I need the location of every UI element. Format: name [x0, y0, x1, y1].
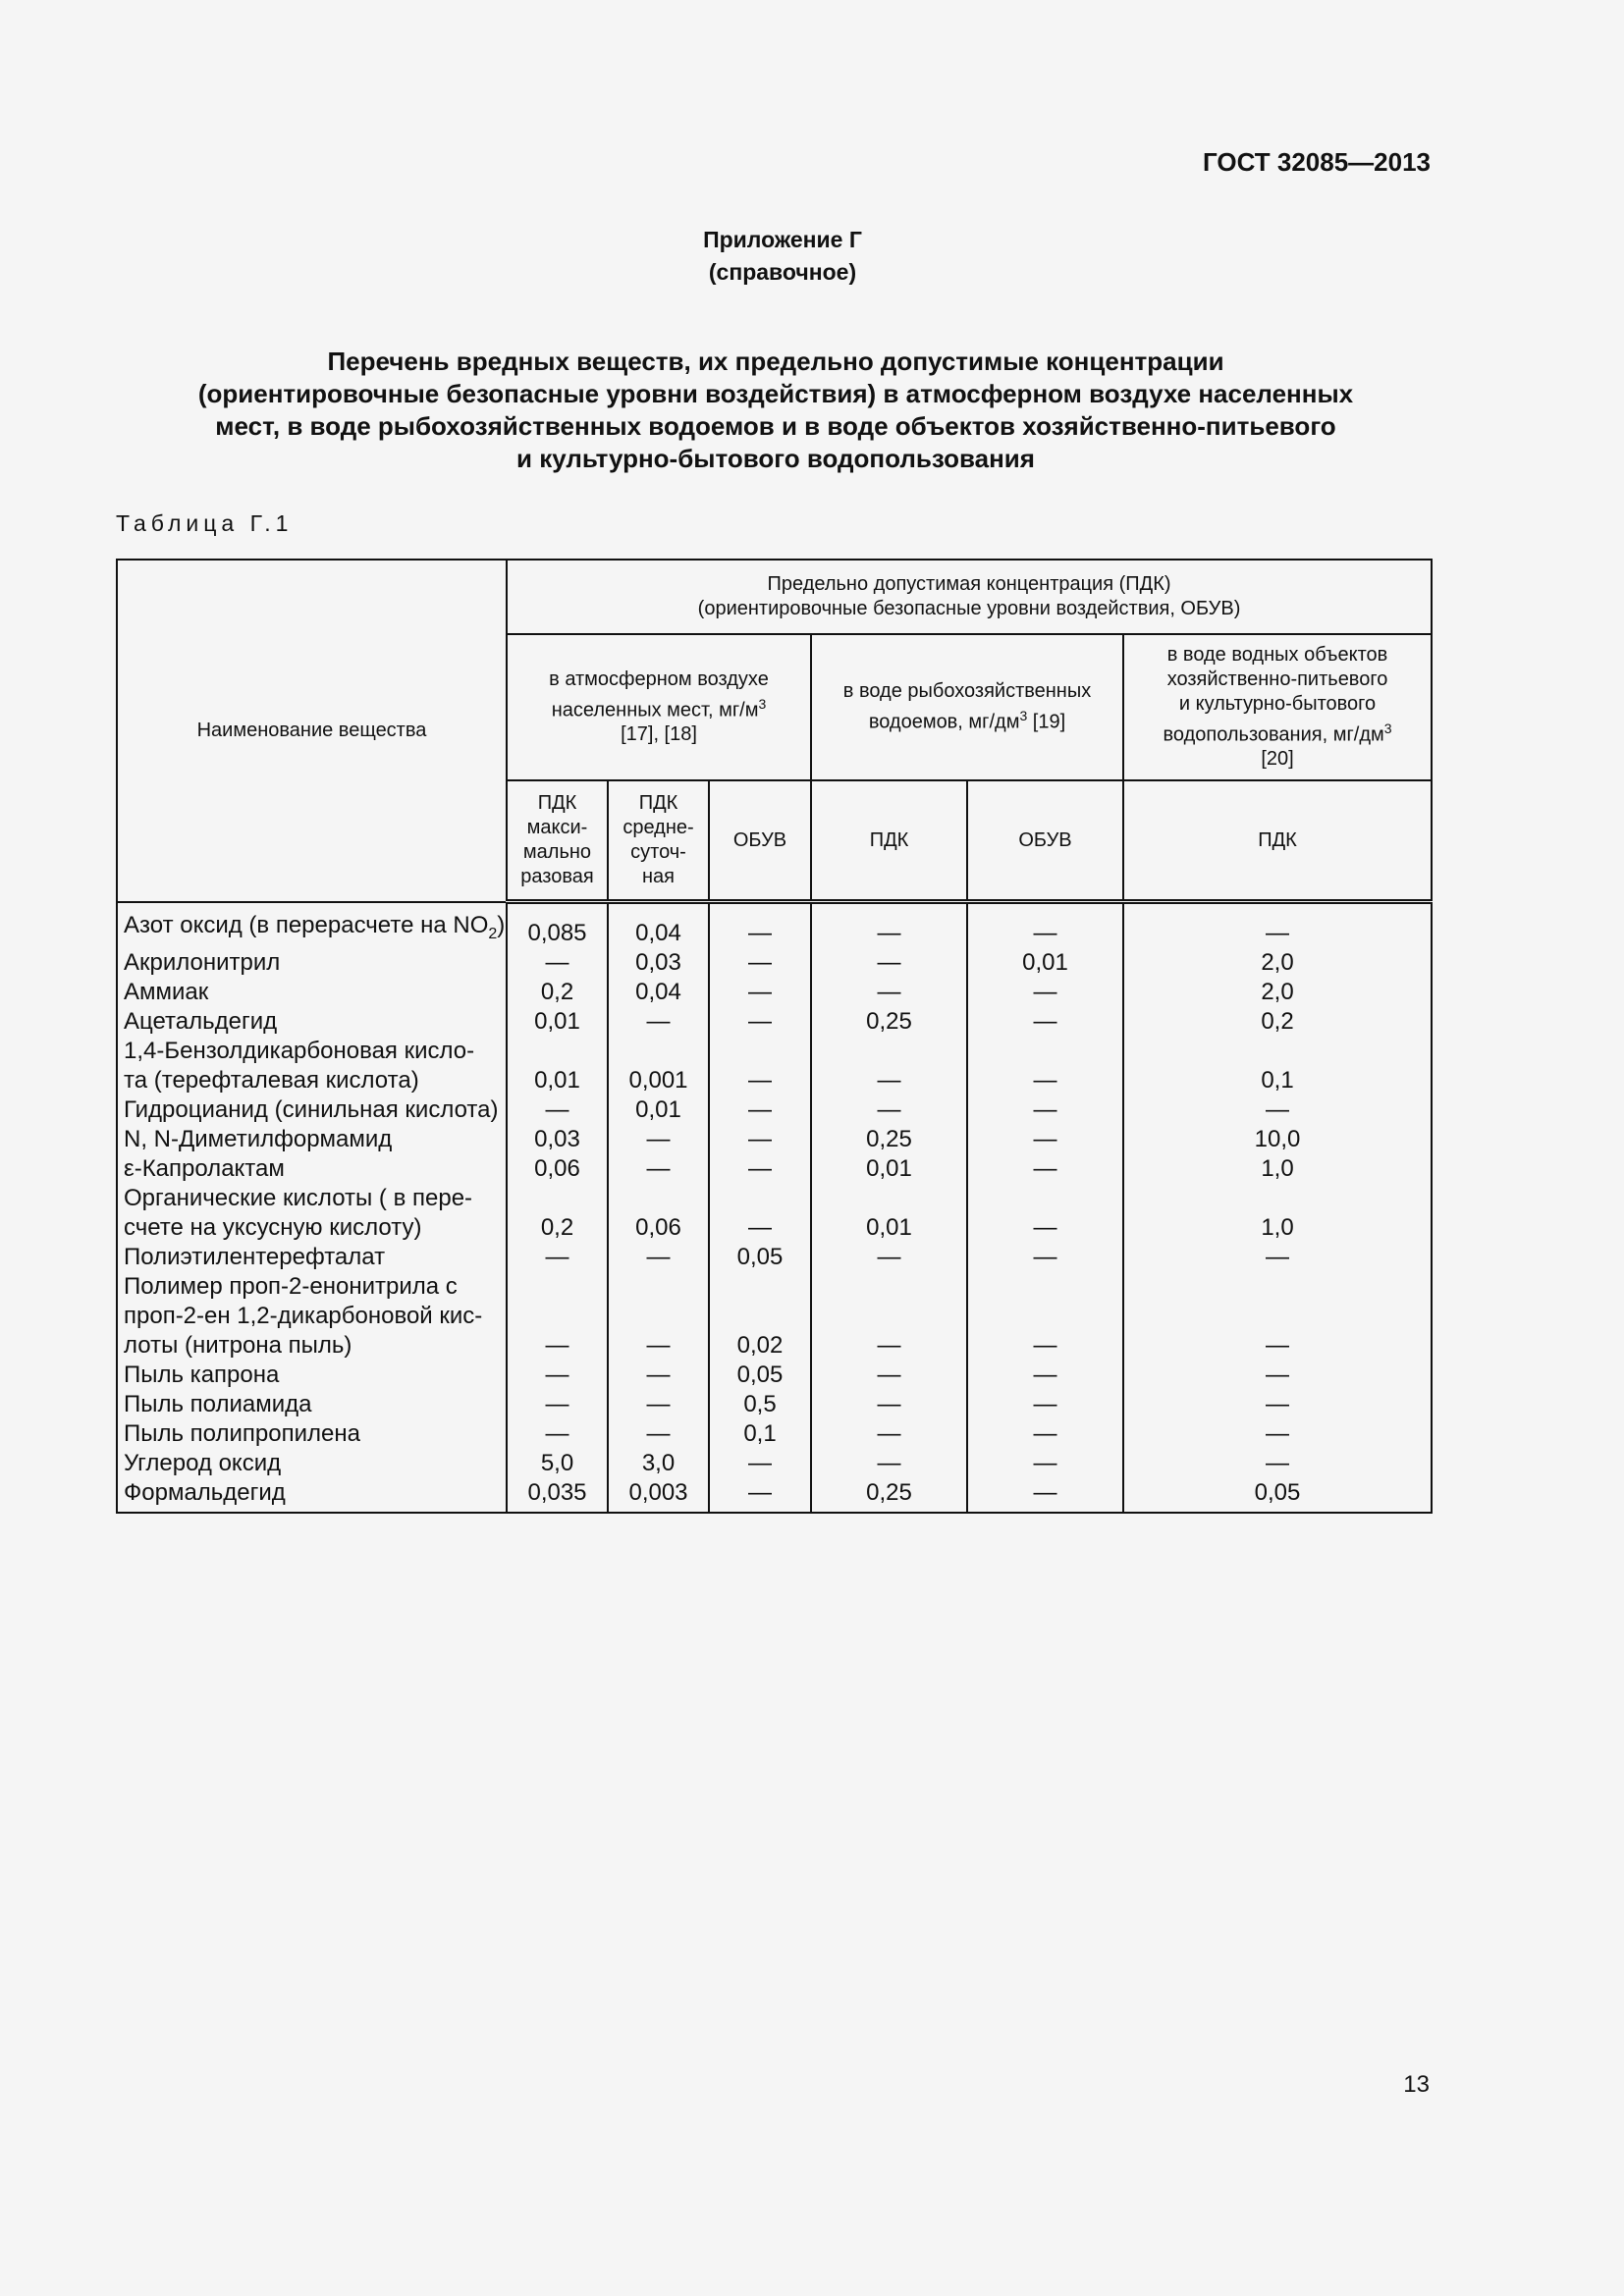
- annex-heading: [0, 224, 1565, 289]
- table-body: [117, 902, 1432, 1514]
- value-cell: —: [507, 1390, 608, 1419]
- table-row: [117, 1154, 1432, 1184]
- value-cell: —: [967, 1419, 1123, 1449]
- value-cell: —: [709, 1154, 811, 1184]
- value-cell: —: [608, 1243, 709, 1272]
- value-cell: 0,02: [709, 1272, 811, 1361]
- value-cell: —: [967, 1007, 1123, 1037]
- value-cell: —: [608, 1154, 709, 1184]
- substance-name: Аммиак: [117, 978, 507, 1007]
- table-row: [117, 1449, 1432, 1478]
- value-cell: 0,2: [507, 1184, 608, 1243]
- value-cell: —: [1123, 1095, 1432, 1125]
- subheader-air: в атмосферном воздухе населенных мест, $мг/м^3$ [17], [18]: [507, 634, 811, 780]
- value-cell: —: [709, 1184, 811, 1243]
- substance-name: Гидроцианид (синильная кислота): [117, 1095, 507, 1125]
- document-code: ГОСТ 32085—2013: [1203, 147, 1431, 177]
- value-cell: —: [811, 1361, 967, 1390]
- table-row: [117, 1007, 1432, 1037]
- substance-name: Пыль капрона: [117, 1361, 507, 1390]
- value-cell: 0,01: [967, 948, 1123, 978]
- value-cell: —: [967, 1037, 1123, 1095]
- table-row: [117, 1037, 1432, 1095]
- value-cell: —: [608, 1272, 709, 1361]
- value-cell: 10,0: [1123, 1125, 1432, 1154]
- value-cell: 0,003: [608, 1478, 709, 1513]
- page-number: 13: [1403, 2071, 1430, 2098]
- substance-name: Ацетальдегид: [117, 1007, 507, 1037]
- table-row: [117, 948, 1432, 978]
- header-air-pdk-daily: ПДК средне- суточ- ная: [608, 780, 709, 902]
- table-row: [117, 902, 1432, 949]
- table-row: [117, 1272, 1432, 1361]
- value-cell: —: [507, 1243, 608, 1272]
- title-line: и культурно-бытового водопользования: [516, 444, 1035, 473]
- title-line: мест, в воде рыбохозяйственных водоемов и в воде объектов хозяйственно-питьевого: [215, 411, 1336, 441]
- value-cell: 0,05: [709, 1243, 811, 1272]
- value-cell: —: [967, 1154, 1123, 1184]
- value-cell: —: [709, 1037, 811, 1095]
- value-cell: 0,01: [811, 1184, 967, 1243]
- value-cell: —: [1123, 1449, 1432, 1478]
- value-cell: —: [967, 1449, 1123, 1478]
- value-cell: —: [967, 1125, 1123, 1154]
- value-cell: —: [967, 1478, 1123, 1513]
- table-row: [117, 1390, 1432, 1419]
- table-row: [117, 1184, 1432, 1243]
- substance-name: 1,4-Бензолдикарбоновая кисло- та (терефталевая кислота): [117, 1037, 507, 1095]
- value-cell: 0,25: [811, 1478, 967, 1513]
- value-cell: —: [608, 1007, 709, 1037]
- table-row: [117, 1478, 1432, 1513]
- value-cell: 0,05: [1123, 1478, 1432, 1513]
- value-cell: —: [507, 948, 608, 978]
- value-cell: —: [811, 1390, 967, 1419]
- value-cell: —: [967, 902, 1123, 949]
- table-row: [117, 1361, 1432, 1390]
- value-cell: 0,01: [507, 1007, 608, 1037]
- document-title: [137, 346, 1414, 475]
- value-cell: 0,25: [811, 1007, 967, 1037]
- value-cell: —: [709, 1478, 811, 1513]
- substance-name: Органические кислоты ( в пере- счете на уксусную кислоту): [117, 1184, 507, 1243]
- value-cell: —: [811, 1037, 967, 1095]
- title-line: Перечень вредных веществ, их предельно допустимые концентрации: [327, 347, 1224, 376]
- value-cell: —: [967, 1184, 1123, 1243]
- table-row: [117, 1419, 1432, 1449]
- value-cell: —: [967, 1095, 1123, 1125]
- value-cell: —: [967, 978, 1123, 1007]
- value-cell: —: [811, 1243, 967, 1272]
- value-cell: 0,03: [608, 948, 709, 978]
- value-cell: 0,05: [709, 1361, 811, 1390]
- value-cell: —: [709, 1007, 811, 1037]
- substance-name: Углерод оксид: [117, 1449, 507, 1478]
- substances-table: [116, 559, 1433, 1514]
- value-cell: 1,0: [1123, 1184, 1432, 1243]
- subheader-fishery-water: в воде рыбохозяйственных водоемов, $мг/дм^3$ [19]: [811, 634, 1123, 780]
- value-cell: —: [811, 1272, 967, 1361]
- value-cell: —: [811, 1095, 967, 1125]
- value-cell: —: [709, 1095, 811, 1125]
- value-cell: —: [608, 1361, 709, 1390]
- value-cell: 0,03: [507, 1125, 608, 1154]
- substance-name: ε-Капролактам: [117, 1154, 507, 1184]
- value-cell: 5,0: [507, 1449, 608, 1478]
- value-cell: —: [608, 1390, 709, 1419]
- substance-name: N, N-Диметилформамид: [117, 1125, 507, 1154]
- value-cell: —: [1123, 1419, 1432, 1449]
- value-cell: —: [709, 1125, 811, 1154]
- value-cell: —: [967, 1390, 1123, 1419]
- value-cell: —: [507, 1272, 608, 1361]
- value-cell: —: [967, 1243, 1123, 1272]
- header-fish-pdk: ПДК: [811, 780, 967, 902]
- header-water-pdk: ПДК: [1123, 780, 1432, 902]
- value-cell: —: [1123, 1272, 1432, 1361]
- value-cell: —: [811, 1449, 967, 1478]
- substance-name: Полиэтилентерефталат: [117, 1243, 507, 1272]
- value-cell: —: [1123, 1243, 1432, 1272]
- value-cell: 0,01: [507, 1037, 608, 1095]
- header-fish-obuv: ОБУВ: [967, 780, 1123, 902]
- substance-name: Пыль полипропилена: [117, 1419, 507, 1449]
- value-cell: —: [811, 978, 967, 1007]
- value-cell: —: [709, 948, 811, 978]
- value-cell: 2,0: [1123, 948, 1432, 978]
- table-label: Таблица Г.1: [116, 510, 294, 536]
- substance-name: Формальдегид: [117, 1478, 507, 1513]
- value-cell: —: [967, 1361, 1123, 1390]
- value-cell: —: [1123, 1361, 1432, 1390]
- value-cell: 0,01: [811, 1154, 967, 1184]
- header-air-obuv: ОБУВ: [709, 780, 811, 902]
- value-cell: —: [709, 1449, 811, 1478]
- value-cell: —: [709, 902, 811, 949]
- table-row: [117, 1095, 1432, 1125]
- substance-name: Акрилонитрил: [117, 948, 507, 978]
- value-cell: 2,0: [1123, 978, 1432, 1007]
- value-cell: —: [507, 1095, 608, 1125]
- value-cell: —: [507, 1361, 608, 1390]
- value-cell: 0,2: [1123, 1007, 1432, 1037]
- column-header-name: Наименование вещества: [117, 560, 507, 902]
- table-row: [117, 978, 1432, 1007]
- value-cell: 0,085: [507, 902, 608, 949]
- table-row: [117, 1125, 1432, 1154]
- substance-name: Пыль полиамида: [117, 1390, 507, 1419]
- table-row: [117, 1243, 1432, 1272]
- value-cell: 0,06: [608, 1184, 709, 1243]
- value-cell: 0,04: [608, 902, 709, 949]
- value-cell: 0,04: [608, 978, 709, 1007]
- substance-name: Азот оксид (в перерасчете на $NO_2$): [117, 902, 507, 949]
- annex-title: Приложение Г: [703, 227, 862, 252]
- value-cell: 3,0: [608, 1449, 709, 1478]
- value-cell: 0,1: [1123, 1037, 1432, 1095]
- value-cell: —: [608, 1419, 709, 1449]
- value-cell: 0,001: [608, 1037, 709, 1095]
- value-cell: —: [811, 902, 967, 949]
- header-air-pdk-max: ПДК макси- мально разовая: [507, 780, 608, 902]
- value-cell: 1,0: [1123, 1154, 1432, 1184]
- group-header-pdk: Предельно допустимая концентрация (ПДК) (ориентировочные безопасные уровни воздействия, ОБУВ): [507, 560, 1432, 634]
- title-line: (ориентировочные безопасные уровни воздействия) в атмосферном воздухе населенных: [197, 379, 1354, 408]
- value-cell: 0,035: [507, 1478, 608, 1513]
- substance-name: Полимер проп-2-енонитрила с проп-2-ен 1,2-дикарбоновой кис- лоты (нитрона пыль): [117, 1272, 507, 1361]
- value-cell: 0,06: [507, 1154, 608, 1184]
- value-cell: —: [811, 948, 967, 978]
- annex-type: (справочное): [708, 259, 857, 285]
- value-cell: —: [709, 978, 811, 1007]
- value-cell: 0,2: [507, 978, 608, 1007]
- value-cell: —: [608, 1125, 709, 1154]
- value-cell: —: [1123, 902, 1432, 949]
- value-cell: 0,25: [811, 1125, 967, 1154]
- value-cell: 0,1: [709, 1419, 811, 1449]
- value-cell: 0,01: [608, 1095, 709, 1125]
- value-cell: —: [811, 1419, 967, 1449]
- value-cell: —: [1123, 1390, 1432, 1419]
- value-cell: —: [507, 1419, 608, 1449]
- subheader-drinking-water: в воде водных объектов хозяйственно-питьевого и культурно-бытового водопользования, $мг/дм^3$ [20]: [1123, 634, 1432, 780]
- value-cell: 0,5: [709, 1390, 811, 1419]
- value-cell: —: [967, 1272, 1123, 1361]
